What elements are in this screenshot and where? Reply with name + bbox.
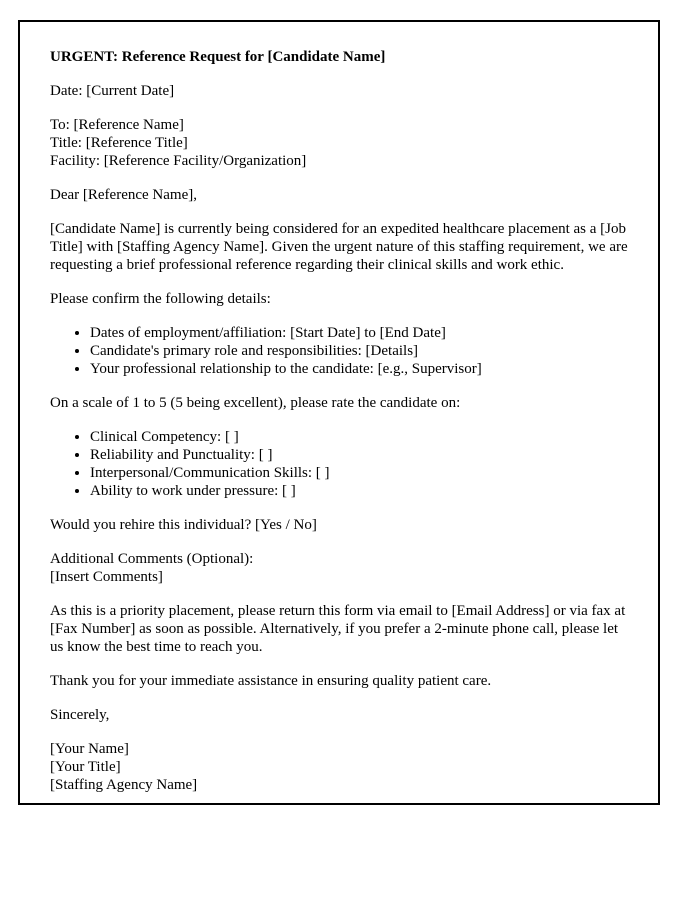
recipient-to-line: To: [Reference Name] bbox=[50, 117, 184, 133]
signature-agency: [Staffing Agency Name] bbox=[50, 777, 198, 793]
comments-label: Additional Comments (Optional): bbox=[50, 551, 254, 567]
recipient-facility-line: Facility: [Reference Facility/Organization] bbox=[50, 153, 307, 169]
rating-list bbox=[50, 428, 628, 500]
rating-intro: On a scale of 1 to 5 (5 being excellent), please rate the candidate on: bbox=[50, 395, 461, 411]
salutation: Dear [Reference Name], bbox=[50, 187, 197, 203]
confirm-item-role: • Candidate's primary role and responsibilities: [Details] bbox=[90, 342, 628, 360]
date-line: Date: [Current Date] bbox=[50, 83, 175, 99]
confirm-intro: Please confirm the following details: bbox=[50, 291, 271, 307]
signature-block bbox=[50, 740, 628, 794]
rating-item-clinical: • Clinical Competency: [ ] bbox=[90, 428, 628, 446]
signature-name: [Your Name] bbox=[50, 741, 129, 757]
confirm-list bbox=[50, 324, 628, 378]
thanks-line: Thank you for your immediate assistance in ensuring quality patient care. bbox=[50, 673, 492, 689]
rating-item-interpersonal: • Interpersonal/Communication Skills: [ ] bbox=[90, 464, 628, 482]
rating-item-pressure: • Ability to work under pressure: [ ] bbox=[90, 482, 628, 500]
letter-frame bbox=[18, 20, 660, 805]
closing: Sincerely, bbox=[50, 707, 110, 723]
recipient-title-line: Title: [Reference Title] bbox=[50, 135, 188, 151]
comments-value: [Insert Comments] bbox=[50, 569, 163, 585]
comments-block bbox=[50, 550, 628, 586]
letter-title: URGENT: Reference Request for [Candidate Name] bbox=[50, 49, 386, 65]
rehire-line: Would you rehire this individual? [Yes / No] bbox=[50, 517, 317, 533]
confirm-item-relationship: • Your professional relationship to the candidate: [e.g., Supervisor] bbox=[90, 360, 628, 378]
confirm-item-dates: • Dates of employment/affiliation: [Start Date] to [End Date] bbox=[90, 324, 628, 342]
signature-title: [Your Title] bbox=[50, 759, 121, 775]
return-paragraph: As this is a priority placement, please return this form via email to [Email Address] or via fax at [Fax Number] as soon as possible. Alternatively, if you prefer a 2-minute phone call, please let us know the best time to reach you. bbox=[50, 603, 626, 655]
rating-item-reliability: • Reliability and Punctuality: [ ] bbox=[90, 446, 628, 464]
recipient-block bbox=[50, 116, 628, 170]
intro-paragraph: [Candidate Name] is currently being considered for an expedited healthcare placement as a [Job Title] with [Staffing Agency Name]. Given the urgent nature of this staffing requirement, we are requesting a brief professional reference regarding their clinical skills and work ethic. bbox=[50, 221, 628, 273]
